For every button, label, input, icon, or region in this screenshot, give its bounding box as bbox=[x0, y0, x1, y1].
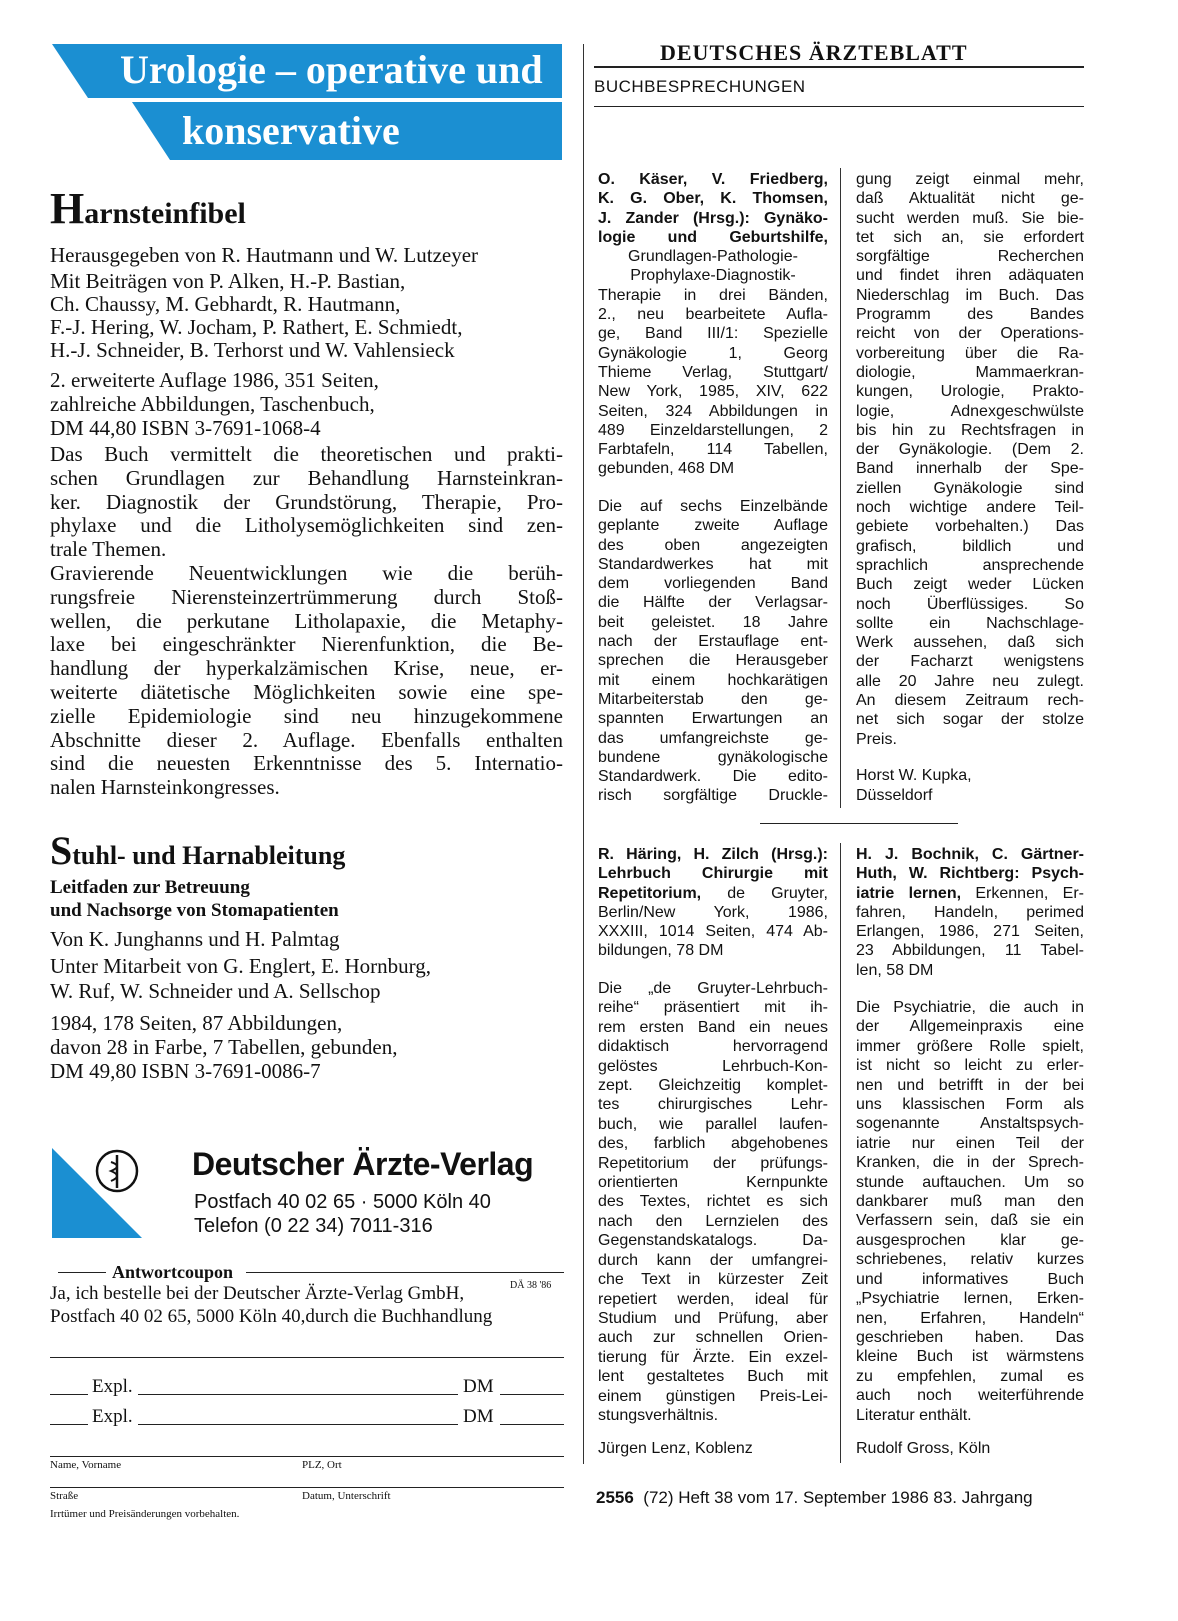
review2-body-line: Repetitorium der prüfungs- bbox=[598, 1154, 828, 1172]
coupon-name-field[interactable] bbox=[50, 1456, 564, 1457]
book1-details-line: 2. erweiterte Auflage 1986, 351 Seiten, bbox=[50, 368, 379, 392]
review3-heading-line: fahren, Handeln, perimed bbox=[856, 903, 1084, 921]
review1-body-line: der Facharzt wenigstens bbox=[856, 653, 1084, 671]
review2-heading-line: Lehrbuch Chirurgie mit bbox=[598, 865, 828, 883]
publisher-phone: Telefon (0 22 34) 7011-316 bbox=[194, 1215, 433, 1237]
review1-body-line: des oben angezeigten bbox=[598, 536, 828, 554]
review1-body-line: tet sich an, sie erfordert bbox=[856, 228, 1084, 246]
review1-body-line: sollte ein Nachschlage- bbox=[856, 614, 1084, 632]
review2-body-line: auch zur schnellen Orien- bbox=[598, 1329, 828, 1347]
review1-body-line: spannten Erwartungen an bbox=[598, 710, 828, 728]
book1-details-line: zahlreiche Abbildungen, Taschenbuch, bbox=[50, 392, 375, 416]
review1-body-line: Standardwerkes hat mit bbox=[598, 555, 828, 573]
review2-body-line: Die „de Gruyter-Lehrbuch- bbox=[598, 980, 828, 997]
coupon-plz-label: PLZ, Ort bbox=[302, 1459, 342, 1471]
review1-body-line: noch wichtige andere Teil- bbox=[856, 499, 1084, 517]
review1-body-line: der Gynäkologie. (Dem 2. bbox=[856, 441, 1084, 459]
book1-description-line: trale Themen. bbox=[50, 538, 167, 562]
publisher-name: Deutscher Ärzte-Verlag bbox=[192, 1146, 534, 1182]
review1-heading-line: Farbtafeln, 114 Tabellen, bbox=[598, 441, 828, 459]
coupon-code: DÄ 38 '86 bbox=[510, 1280, 552, 1291]
banner-triangle-1 bbox=[52, 44, 88, 98]
review2-body-line: durch kann der umfangrei- bbox=[598, 1251, 828, 1269]
coupon-text-line: Postfach 40 02 65, 5000 Köln 40,durch die Buchhandlung bbox=[50, 1306, 493, 1327]
book1-contributors-line: F.-J. Hering, W. Jocham, P. Rathert, E. Schmiedt, bbox=[50, 315, 463, 339]
book1-contributors-line: Mit Beiträgen von P. Alken, H.-P. Bastian, bbox=[50, 269, 406, 293]
review1-body-line: reicht von der Operations- bbox=[856, 325, 1084, 343]
review1-body-line: kungen, Urologie, Prakto- bbox=[856, 383, 1084, 401]
review3-body bbox=[856, 998, 1084, 1425]
review2-body-line: einem günstigen Preis-Lei- bbox=[598, 1387, 828, 1405]
coupon-disclaimer: Irrtümer und Preisänderungen vorbehalten. bbox=[50, 1508, 240, 1520]
book1-contributors-line: H.-J. Schneider, B. Terhorst und W. Vahlensieck bbox=[50, 338, 455, 362]
book2-authors: Von K. Junghanns und H. Palmtag bbox=[50, 927, 340, 951]
review2-heading-bold: Repetitorium, bbox=[598, 884, 702, 902]
book1-contributors-line: Ch. Chaussy, M. Gebhardt, R. Hautmann, bbox=[50, 292, 401, 316]
review3-heading-tail: Erkennen, Er- bbox=[961, 884, 1084, 902]
review2-column-divider bbox=[840, 843, 841, 1463]
book1-description-line: nalen Harnsteinkongresses. bbox=[50, 776, 280, 800]
review1-body-line: das umfangreichste ge- bbox=[598, 729, 828, 747]
review2-body-line: lent gestaltetes Buch mit bbox=[598, 1368, 828, 1386]
review1-body-line: Standardwerk. Die edito- bbox=[598, 768, 828, 786]
review1-signature bbox=[856, 766, 972, 805]
review1-body-line: daß Aktualität nicht ge- bbox=[856, 190, 1084, 208]
page-number: 2556 bbox=[596, 1488, 634, 1507]
review1-body-line: Niederschlag im Buch. Das bbox=[856, 286, 1084, 304]
review3-body-line: uns klassischen Form als bbox=[856, 1096, 1084, 1114]
book2-collaborators-line: Unter Mitarbeit von G. Englert, E. Hornburg, bbox=[50, 954, 432, 978]
page-footer bbox=[596, 1488, 1033, 1508]
review1-heading-line: Gynäkologie 1, Georg bbox=[598, 344, 828, 362]
coupon-expl-label: Expl. bbox=[92, 1376, 133, 1397]
book1-description-line: weiterte diätetische Möglichkeiten sowie eine spe- bbox=[50, 680, 563, 704]
review3-heading-line: Huth, W. Richtberg: Psych- bbox=[856, 865, 1084, 883]
book1-description bbox=[50, 443, 563, 800]
review3-body-line: und informatives Buch bbox=[856, 1270, 1084, 1288]
review1-signature-line: Horst W. Kupka, bbox=[856, 767, 972, 784]
review1-body-line: beit geleistet. 18 Jahre bbox=[598, 613, 828, 631]
book1-title-rest: arnsteinfibel bbox=[84, 197, 246, 230]
review2-body-line: tierung für Ärzte. Ein exzel- bbox=[598, 1348, 828, 1366]
review3-body-line: iatrie nur einen Teil der bbox=[856, 1134, 1084, 1152]
review1-body-line: sorgfältige Recherchen bbox=[856, 248, 1084, 266]
section-title: BUCHBESPRECHUNGEN bbox=[594, 77, 806, 96]
review1-body-line: sprachlich ansprechende bbox=[856, 556, 1084, 574]
review1-heading-line: gebunden, 468 DM bbox=[598, 460, 735, 478]
book1-contributors bbox=[50, 270, 462, 362]
coupon-dm-label: DM bbox=[463, 1376, 494, 1397]
book2-subtitle-line: Leitfaden zur Betreuung bbox=[50, 877, 250, 898]
review1-body-line: bundene gynäkologische bbox=[598, 748, 828, 766]
coupon-street-field[interactable] bbox=[50, 1487, 564, 1488]
book1-description-line: Gravierende Neuentwicklungen wie die berüh- bbox=[50, 561, 563, 585]
review1-heading-line: logie und Geburtshilfe, bbox=[598, 228, 828, 246]
review2-body-line: tes chirurgisches Lehr- bbox=[598, 1096, 828, 1114]
book1-details bbox=[50, 368, 379, 440]
book2-subtitle bbox=[50, 876, 339, 922]
review1-body-line: logie, Adnexgeschwülste bbox=[856, 402, 1084, 420]
review1-body-line: alle 20 Jahre neu zulegt. bbox=[856, 672, 1084, 690]
review3-body-line: ausgesprochen klar ge- bbox=[856, 1231, 1084, 1249]
review2-body-line: Studium und Prüfung, aber bbox=[598, 1309, 828, 1327]
book1-description-line: ker. Diagnostik der Grundstörung, Therapie, Pro- bbox=[50, 490, 563, 514]
review1-body-line: An diesem Zeitraum rech- bbox=[856, 692, 1084, 710]
coupon-text-line: Ja, ich bestelle bei der Deutscher Ärzte-Verlag GmbH, bbox=[50, 1283, 465, 1304]
review2-body-line: orientierten Kernpunkte bbox=[598, 1174, 828, 1192]
banner-triangle-2 bbox=[132, 102, 170, 160]
review3-heading-line: Erlangen, 1986, 271 Seiten, bbox=[856, 923, 1084, 941]
issue-info: (72) Heft 38 vom 17. September 1986 83. Jahrgang bbox=[643, 1488, 1033, 1507]
review2-body-line: buch, wie parallel laufen- bbox=[598, 1115, 828, 1133]
review1-body-line: Band innerhalb der Spe- bbox=[856, 460, 1084, 478]
review1-body-line: Programm des Bandes bbox=[856, 306, 1084, 324]
review2-body-line: che Text in kürzester Zeit bbox=[598, 1271, 828, 1289]
review1-body-line: sucht werden muß. Sie bie- bbox=[856, 209, 1084, 227]
masthead-rule bbox=[594, 66, 1084, 68]
review1-body-line: vorbereitung über die Ra- bbox=[856, 344, 1084, 362]
review1-heading-line: 489 Einzeldarstellungen, 2 bbox=[598, 421, 828, 439]
review2-body-line: des, farblich abgehobenes bbox=[598, 1135, 828, 1153]
book2-title-initial: S bbox=[50, 828, 73, 873]
coupon-price-field-2[interactable] bbox=[500, 1424, 564, 1425]
book1-title-initial: H bbox=[50, 184, 85, 233]
review2-body-line: reihe“ präsentiert mit ih- bbox=[598, 999, 828, 1017]
masthead: DEUTSCHES ÄRZTEBLATT bbox=[660, 40, 968, 65]
review2-heading-line: XXXIII, 1014 Seiten, 474 Ab- bbox=[598, 923, 828, 941]
review3-signature: Rudolf Gross, Köln bbox=[856, 1440, 991, 1457]
review3-body-line: nen, Erfahren, Handeln“ bbox=[856, 1309, 1084, 1327]
book1-description-line: Abschnitte dieser 2. Auflage. Ebenfalls enthalten bbox=[50, 728, 563, 752]
book2-details-line: davon 28 in Farbe, 7 Tabellen, gebunden, bbox=[50, 1035, 398, 1059]
publisher-address: Postfach 40 02 65 · 5000 Köln 40 bbox=[194, 1191, 491, 1213]
review1-heading-line: Prophylaxe-Diagnostik- bbox=[630, 267, 796, 285]
review2-body-line: rem ersten Band ein neues bbox=[598, 1018, 828, 1036]
coupon-title: Antwortcoupon bbox=[112, 1262, 234, 1282]
review1-body-line: Die auf sechs Einzelbände bbox=[598, 498, 828, 515]
review1-body-line: diologie, Mammaerkran- bbox=[856, 363, 1084, 381]
book1-description-line: rungsfreie Nierensteinzertrümmerung durch Stoß- bbox=[50, 585, 563, 609]
review1-heading-line: Thieme Verlag, Stuttgart/ bbox=[598, 363, 828, 381]
coupon-rule-left bbox=[58, 1272, 106, 1273]
review3-body-line: der Allgemeinpraxis eine bbox=[856, 1018, 1084, 1036]
review2-body-line: repetiert werden, ideal für bbox=[598, 1290, 828, 1308]
review1-body-col1 bbox=[598, 497, 828, 806]
review3-body-line: stunde auftauchen. Um so bbox=[856, 1173, 1084, 1191]
book1-title bbox=[50, 184, 246, 233]
review2-heading-line: R. Häring, H. Zilch (Hrsg.): bbox=[598, 846, 828, 863]
book1-details-line: DM 44,80 ISBN 3-7691-1068-4 bbox=[50, 416, 321, 440]
coupon-date-label: Datum, Unterschrift bbox=[302, 1490, 391, 1502]
review1-heading-line: K. G. Ober, K. Thomsen, bbox=[598, 190, 828, 208]
review3-body-line: schriebenes, relativ kurzes bbox=[856, 1251, 1084, 1269]
review3-body-line: nen und betrifft in der bei bbox=[856, 1076, 1084, 1094]
review1-column-divider bbox=[840, 168, 841, 808]
review1-body-line: die Hälfte der Verlagsar- bbox=[598, 594, 828, 612]
coupon-street-label: Straße bbox=[50, 1490, 79, 1502]
review1-heading-line: New York, 1985, XIV, 622 bbox=[598, 383, 828, 401]
review1-heading-line: 2., neu bearbeitete Aufla- bbox=[598, 306, 828, 324]
aesculapian-staff-icon bbox=[92, 1146, 142, 1196]
review1-heading bbox=[598, 170, 828, 479]
book2-subtitle-line: und Nachsorge von Stomapatienten bbox=[50, 900, 339, 921]
review3-heading-line: H. J. Bochnik, C. Gärtner- bbox=[856, 846, 1084, 863]
banner-line-2: konservative Therapie bbox=[170, 102, 562, 160]
book2-collaborators bbox=[50, 954, 431, 1004]
review3-body-line: Literatur enthält. bbox=[856, 1406, 972, 1424]
coupon-rule-right bbox=[246, 1272, 564, 1273]
review1-body-line: bis hin zu Rechtsfragen in bbox=[856, 421, 1084, 439]
review2-body-line: nach den Lernzielen des bbox=[598, 1212, 828, 1230]
review1-heading-line: Therapie in drei Bänden, bbox=[598, 286, 828, 304]
book1-description-line: zielle Epidemiologie sind neu hinzugekommene bbox=[50, 704, 563, 728]
coupon-price-field-1[interactable] bbox=[500, 1394, 564, 1395]
coupon-name-label: Name, Vorname bbox=[50, 1459, 122, 1471]
review1-heading-line: Seiten, 324 Abbildungen in bbox=[598, 402, 828, 420]
review3-body-line: ist nicht so leicht zu erler- bbox=[856, 1057, 1084, 1075]
book2-title bbox=[50, 828, 346, 875]
review2-body-line: zept. Gleichzeitig komplet- bbox=[598, 1077, 828, 1095]
review2-body-line: Gegenstandskatalogs. Da- bbox=[598, 1232, 828, 1250]
book2-collaborators-line: W. Ruf, W. Schneider und A. Sellschop bbox=[50, 979, 381, 1003]
review3-heading-line: len, 58 DM bbox=[856, 961, 934, 979]
book1-editors: Herausgegeben von R. Hautmann und W. Lutzeyer bbox=[50, 243, 479, 267]
review3-body-line: zu empfehlen, zumal es bbox=[856, 1367, 1084, 1385]
review1-body-line: gebiete vorbehalten.) Das bbox=[856, 518, 1084, 536]
review3-heading-line: 23 Abbildungen, 11 Tabel- bbox=[856, 942, 1084, 960]
book1-description-line: schen Grundlagen zur Behandlung Harnsteinkran- bbox=[50, 466, 563, 490]
book2-details-line: 1984, 178 Seiten, 87 Abbildungen, bbox=[50, 1011, 343, 1035]
review1-signature-line: Düsseldorf bbox=[856, 786, 933, 804]
review3-body-line: auch noch weiterführende bbox=[856, 1387, 1084, 1405]
review3-body-line: kleine Buch ist wärmstens bbox=[856, 1348, 1084, 1366]
review-separator bbox=[760, 823, 958, 824]
review1-body-line: Werk aussehen, daß sich bbox=[856, 634, 1084, 652]
review1-heading-line: J. Zander (Hrsg.): Gynäko- bbox=[598, 209, 828, 227]
coupon-text bbox=[50, 1282, 492, 1328]
review1-body-col2 bbox=[856, 170, 1084, 749]
book1-description-line: Das Buch vermittelt die theoretischen und prakti- bbox=[50, 443, 563, 466]
review1-body-line: grafisch, bildlich und bbox=[856, 537, 1084, 555]
review2-heading-line: bildungen, 78 DM bbox=[598, 942, 724, 960]
review3-heading-bold: iatrie lernen, bbox=[856, 884, 962, 902]
review1-body-line: nach der Erstauflage ent- bbox=[598, 633, 828, 651]
review2-body bbox=[598, 979, 828, 1425]
section-rule bbox=[594, 106, 1084, 107]
review2-body-line: gelöstes Lehrbuch-Kon- bbox=[598, 1057, 828, 1075]
coupon-expl-label: Expl. bbox=[92, 1406, 133, 1427]
review2-body-line: des Textes, richtet es sich bbox=[598, 1193, 828, 1211]
review1-body-line: gung zeigt einmal mehr, bbox=[856, 171, 1084, 188]
review3-body-line: Kranken, die in der Sprech- bbox=[856, 1154, 1084, 1172]
review1-heading-line: ge, Band III/1: Spezielle bbox=[598, 325, 828, 343]
review2-body-line: didaktisch hervorragend bbox=[598, 1038, 828, 1056]
review1-body-line: dem vorliegenden Band bbox=[598, 575, 828, 593]
review3-body-line: Die Psychiatrie, die auch in bbox=[856, 999, 1084, 1016]
coupon-qty-field-2[interactable] bbox=[50, 1424, 88, 1425]
coupon-title-field-2[interactable] bbox=[138, 1424, 458, 1425]
book2-details-line: DM 49,80 ISBN 3-7691-0086-7 bbox=[50, 1059, 321, 1083]
review1-body-line: net sich sogar der stolze bbox=[856, 711, 1084, 729]
book2-title-rest: tuhl- und Harnableitung bbox=[72, 841, 346, 870]
review3-body-line: sogenannte Anstaltspsych- bbox=[856, 1115, 1084, 1133]
review1-heading-line: O. Käser, V. Friedberg, bbox=[598, 171, 828, 188]
review1-body-line: Mitarbeiterstab den ge- bbox=[598, 690, 828, 708]
review3-body-line: geschrieben haben. Das bbox=[856, 1328, 1084, 1346]
review1-body-line: Buch zeigt weder Lücken bbox=[856, 576, 1084, 594]
review2-body-line: stungsverhältnis. bbox=[598, 1406, 719, 1424]
review3-heading bbox=[856, 845, 1084, 980]
coupon-qty-field-1[interactable] bbox=[50, 1394, 88, 1395]
review1-body-line: ziellen Gynäkologie sind bbox=[856, 479, 1084, 497]
coupon-dm-label: DM bbox=[463, 1406, 494, 1427]
review1-body-line: und findet ihren adäquaten bbox=[856, 267, 1084, 285]
review1-body-line: noch Überflüssiges. So bbox=[856, 595, 1084, 613]
review3-body-line: Verfassern sein, daß sie ein bbox=[856, 1212, 1084, 1230]
book1-description-line: handlung der hyperkalzämischen Krise, neue, er- bbox=[50, 657, 563, 681]
book1-description-line: wellen, die perkutane Litholapaxie, die Metaphy- bbox=[50, 609, 563, 633]
coupon-title-field-1[interactable] bbox=[138, 1394, 458, 1395]
book1-description-line: sind die neuesten Erkenntnisse des 5. Internatio- bbox=[50, 752, 563, 776]
review1-body-line: Preis. bbox=[856, 730, 897, 748]
review2-heading-line: Berlin/New York, 1986, bbox=[598, 903, 828, 921]
banner-line-1: Urologie – operative und bbox=[88, 44, 562, 98]
review1-body-line: sprechen die Herausgeber bbox=[598, 652, 828, 670]
review2-heading-tail: de Gruyter, bbox=[701, 884, 828, 902]
book1-description-line: laxe bei eingeschränkter Nierenfunktion, die Be- bbox=[50, 633, 563, 657]
review1-body-line: risch sorgfältige Druckle- bbox=[598, 787, 828, 805]
coupon-bookshop-line[interactable] bbox=[50, 1357, 564, 1358]
review3-body-line: „Psychiatrie lernen, Erken- bbox=[856, 1290, 1084, 1308]
review2-heading bbox=[598, 845, 828, 961]
column-divider bbox=[583, 44, 584, 1464]
review2-signature: Jürgen Lenz, Koblenz bbox=[598, 1440, 753, 1457]
book1-description-line: phylaxe und die Litholysemöglichkeiten sind zen- bbox=[50, 514, 563, 538]
review3-body-line: immer größere Rolle spielt, bbox=[856, 1037, 1084, 1055]
book2-details bbox=[50, 1011, 397, 1083]
review1-body-line: mit einem hochkarätigen bbox=[598, 671, 828, 689]
review3-body-line: dankbarer muß man den bbox=[856, 1193, 1084, 1211]
review1-heading-line: Grundlagen-Pathologie- bbox=[628, 248, 798, 266]
review1-body-line: geplante zweite Auflage bbox=[598, 517, 828, 535]
